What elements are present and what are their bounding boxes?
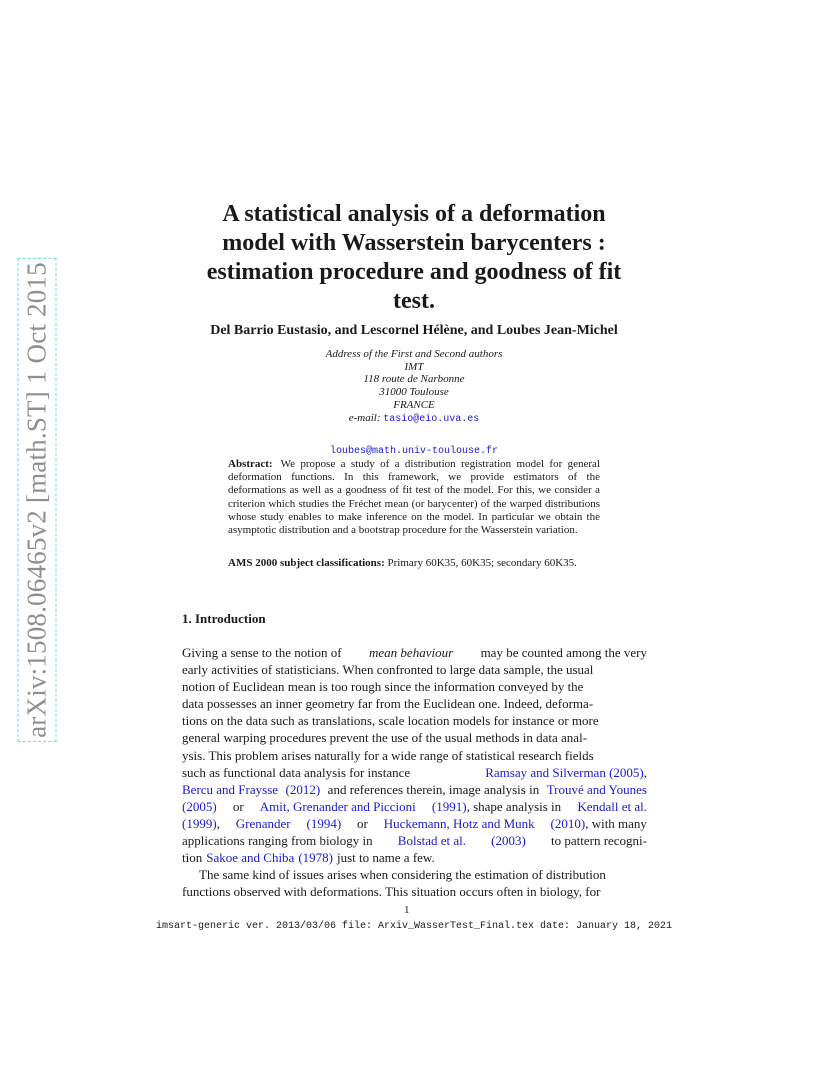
email-line [230, 412, 598, 427]
citation-year-link[interactable]: (2005) [182, 798, 217, 814]
text-line [182, 644, 647, 661]
text-line [182, 849, 647, 866]
text-line [182, 712, 647, 729]
text-span: or [357, 815, 368, 831]
citation-year-link[interactable]: (2012) [285, 781, 321, 797]
citation-link[interactable]: Bercu and Fraysse [182, 781, 279, 797]
email-link[interactable]: tasio@eio.uva.es [383, 413, 480, 425]
text-span: functions observed with deformations. This situation occurs often in biology, for [182, 884, 601, 900]
citation-year-link[interactable]: (1999) [182, 815, 217, 831]
abstract-text: We propose a study of a distribution registration model for general deformation functions. In this framework, we provide estimators of the deformations as well as a goodness of fit test of the model. For this, we consider a criterion which studies the Fréchet mean (or barycenter) of the warped distributions whose study enables to make inference on the model. In particular we obtain the asymptotic distribution and a bootstrap procedure for the Wasserstein variation. [228, 458, 600, 537]
text-span: just to name a few. [337, 850, 435, 866]
address-line: FRANCE [393, 398, 435, 411]
title-line: A statistical analysis of a deformation [222, 201, 606, 227]
text-span: tions on the data such as translations, scale location models for instance or more [182, 713, 599, 729]
text-line [182, 883, 647, 900]
ams-heading: AMS 2000 subject classifications: [228, 557, 385, 569]
text-span: general warping procedures prevent the use of the usual methods in data anal- [182, 730, 588, 746]
ams-classification [228, 557, 600, 570]
text-line [182, 866, 647, 883]
authors: Del Barrio Eustasio, and Lescornel Hélène, and Loubes Jean-Michel [210, 323, 618, 338]
text-span: , shape analysis in [466, 798, 562, 814]
text-span: , with many [585, 815, 647, 831]
text-line [182, 781, 647, 798]
text-line [182, 661, 647, 678]
title-line: estimation procedure and goodness of fit [206, 259, 622, 285]
text-line [182, 832, 647, 849]
text-line [182, 695, 647, 712]
author-address [230, 348, 598, 426]
text-line [182, 764, 647, 781]
address-line: 31000 Toulouse [379, 386, 449, 399]
citation-link[interactable]: Kendall et al. [577, 798, 647, 814]
text-span: to pattern recogni- [550, 833, 647, 849]
text-line [182, 747, 647, 764]
text-span: , [643, 764, 647, 780]
page-number: 1 [404, 904, 410, 916]
citation-year-link[interactable]: (2003) [491, 833, 526, 849]
text-span: may be counted among the very [480, 645, 647, 660]
text-span: ysis. This problem arises naturally for a wide range of statistical research fields [182, 747, 594, 763]
text-span: notion of Euclidean mean is too rough since the information conveyed by the [182, 679, 584, 695]
citation-year-link[interactable]: (1994) [306, 815, 342, 831]
email-line-2 [230, 438, 598, 457]
text-span: early activities of statisticians. When confronted to large data sample, the usual [182, 662, 594, 678]
abstract-heading: Abstract: [228, 458, 273, 470]
citation-year-link[interactable]: (1991) [431, 798, 467, 814]
text-span: data possesses an inner geometry far from the Euclidean one. Indeed, deforma- [182, 696, 594, 712]
text-span: Giving a sense to the notion of [182, 645, 342, 660]
citation-year-link[interactable]: (2010) [550, 815, 586, 831]
address-line: 118 route de Narbonne [363, 373, 465, 386]
address-line: IMT [404, 360, 424, 373]
text-span: such as functional data analysis for instance [182, 764, 411, 780]
text-span: or [232, 798, 244, 814]
citation-link[interactable]: Bolstad et al. [397, 833, 467, 849]
ams-text: Primary 60K35, 60K35; secondary 60K35. [387, 557, 577, 569]
citation-link[interactable]: Grenander [235, 815, 291, 831]
text-span: and references therein, image analysis in [327, 781, 540, 797]
text-line [182, 729, 647, 746]
email-label: e-mail: [348, 411, 381, 424]
arxiv-sidebar [0, 0, 80, 1072]
text-span: , [216, 815, 220, 831]
section-heading: 1. Introduction [182, 611, 266, 626]
text-line [182, 678, 647, 695]
citation-link[interactable]: Ramsay and Silverman [485, 764, 606, 780]
arxiv-identifier[interactable]: arXiv:1508.06465v2 [math.ST] 1 Oct 2015 [21, 262, 52, 738]
emphasis-text: mean behaviour [369, 645, 454, 660]
introduction-body [182, 644, 647, 900]
citation-link[interactable]: Amit, Grenander and Piccioni [259, 798, 416, 814]
text-span: The same kind of issues arises when considering the estimation of distribution [199, 867, 606, 883]
email-link[interactable]: loubes@math.univ-toulouse.fr [329, 446, 499, 457]
text-line [182, 798, 647, 815]
citation-link[interactable]: Huckemann, Hotz and Munk [383, 815, 535, 831]
text-line [182, 815, 647, 832]
citation-year-link[interactable]: (2005) [609, 764, 644, 780]
text-span: applications ranging from biology in [182, 833, 373, 849]
citation-year-link[interactable]: (1978) [298, 850, 333, 866]
text-span: tion [182, 850, 203, 866]
abstract [228, 458, 600, 537]
title-line: model with Wasserstein barycenters : [222, 230, 606, 256]
address-line: Address of the First and Second authors [325, 348, 503, 360]
citation-link[interactable]: Sakoe and Chiba [206, 850, 295, 866]
title-line: test. [393, 288, 435, 314]
paper-title [150, 200, 678, 316]
citation-link[interactable]: Trouvé and Younes [546, 781, 647, 797]
page-footer: imsart-generic ver. 2013/03/06 file: Arxiv_WasserTest_Final.tex date: January 18, 2021 [155, 921, 673, 932]
